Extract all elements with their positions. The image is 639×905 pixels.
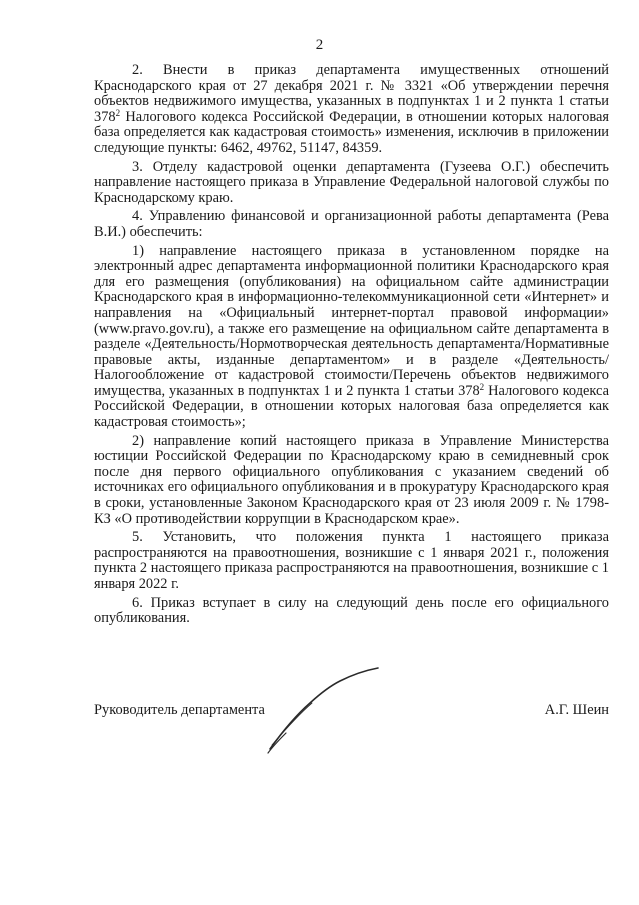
signatory-title: Руководитель департамента [94,702,265,718]
page-number: 2 [315,37,324,53]
paragraph-text: 6. Приказ вступает в силу на следующий день после его официального опубликования. [94,594,609,627]
paragraph-subitem-2 [94,434,609,528]
paragraph-text: 3. Отделу кадастровой оценки департамента (Гузеева О.Г.) обеспечить направление настоящего приказа в Управление Федеральной налоговой службы по Краснодарскому краю. [94,158,609,206]
paragraph-subitem-1 [94,244,609,431]
paragraph-item-6 [94,596,609,627]
paragraph-item-5 [94,530,609,592]
paragraph-item-2 [94,63,609,157]
paragraph-text: 1) направление настоящего приказа в установленном порядке на электронный адрес департамента информационной политики Краснодарского края для его размещения (опубликования) на официальном сайте администрации Краснодарского края в информационно-телекоммуникационной сети «Интернет» и направления на «Официальный интернет-портал правовой информации» (www.pravo.gov.ru), а также его размещение на официальном сайте департамента в разделе «Деятельность/Нормотворческая деятельность департамента/Нормативные правовые акты, изданные департаментом» и в разделе «Деятельность/Налогообложение от кадастровой стоимости/Перечень объектов недвижимого имущества, указанных в подпунктах 1 и 2 пункта 1 статьи 378 [94,242,609,399]
paragraph-text: 5. Установить, что положения пункта 1 настоящего приказа распространяются на правоотношения, возникшие с 1 января 2021 г., положения пункта 2 настоящего приказа распространяются на правоотношения, возникшие с 1 января 2022 г. [94,529,609,592]
superscript: 2 [479,381,485,392]
superscript: 2 [115,107,121,118]
paragraph-text: 2. Внести в приказ департамента имущественных отношений Краснодарского края от 27 декабря 2021 г. № 3321 «Об утверждении перечня объектов недвижимого имущества, указанных в подпунктах 1 и 2 пункта 1 статьи 378 [94,62,609,125]
paragraph-text: 2) направление копий настоящего приказа в Управление Министерства юстиции Российской Федерации по Краснодарскому краю в семидневный срок после дня первого официального опубликования с указанием сведений об источниках его официального опубликования и в прокуратуру Краснодарского края в сроки, установленные Законом Краснодарского края от 23 июля 2009 г. № 1798-КЗ «О противодействии коррупции в Краснодарском крае». [94,432,609,527]
paragraph-item-4 [94,209,609,240]
signatory-name: А.Г. Шеин [544,702,609,718]
paragraph-text: Налогового кодекса Российской Федерации, в отношении которых налоговая база определяется как кадастровая стоимость» изменения, исключив в приложении следующие пункты: 6462, 49762, 51147, 84359. [94,108,609,156]
paragraph-text: Налогового кодекса Российской Федерации, в отношении которых налоговая база определяется как кадастровая стоимость»; [94,382,609,431]
paragraph-item-3 [94,160,609,207]
handwritten-signature [262,665,422,755]
document-body [94,63,609,627]
paragraph-text: 4. Управлению финансовой и организационной работы департамента (Рева В.И.) обеспечить: [94,208,609,240]
